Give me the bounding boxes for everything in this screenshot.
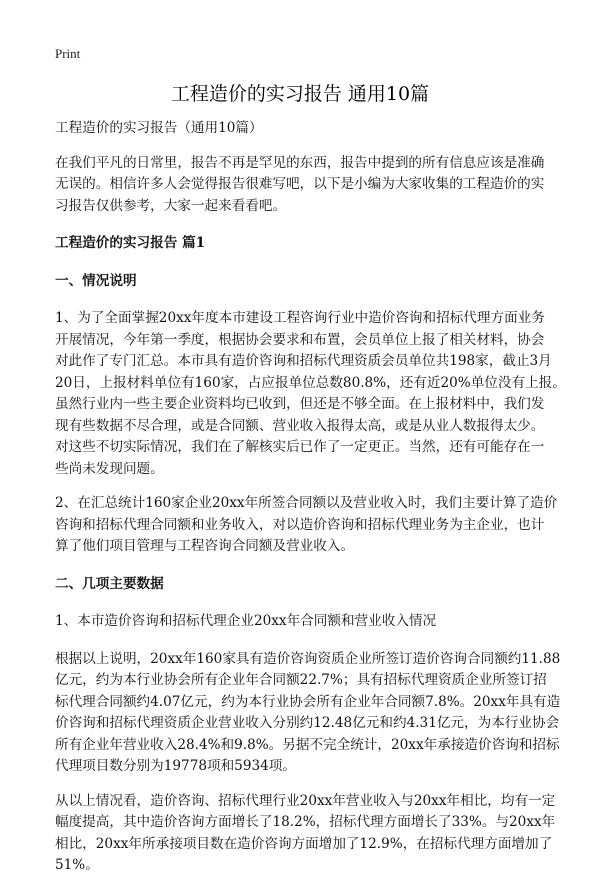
paragraph-5 xyxy=(55,791,556,877)
paragraph-4 xyxy=(55,649,561,778)
text-line: 1、本市造价咨询和招标代理企业20xx年合同额和营业收入情况 xyxy=(55,613,437,629)
text-line: 亿元，约为本行业协会所有企业年合同额22.7%；具有招标代理资质企业所签订招 xyxy=(55,672,547,688)
text-line: 对这些不切实际情况，我们在了解核实后已作了一定更正。当然，还有可能存在一 xyxy=(55,439,545,455)
section-title: 工程造价的实习报告 篇1 xyxy=(55,235,206,251)
text-line: 习报告仅供参考，大家一起来看看吧。 xyxy=(55,197,287,214)
intro-paragraph xyxy=(55,153,547,218)
text-line: 在我们平凡的日常里，报告不再是罕见的东西，报告中提到的所有信息应该是准确 xyxy=(55,154,545,171)
paragraph-1 xyxy=(55,308,566,480)
print-label: Print xyxy=(55,46,81,61)
heading-situation: 一、情况说明 xyxy=(55,272,137,289)
text-line: 些尚未发现问题。 xyxy=(55,460,164,477)
text-line: 咨询和招标代理合同额和业务收入，对以造价咨询和招标代理业务为主企业，也计 xyxy=(55,516,545,533)
text-line: 现有些数据不尽合理，或是合同额、营业收入报得太高，或是从业人数报得太少。 xyxy=(55,417,545,434)
text-line: 对此作了专门汇总。本市具有造价咨询和招标代理资质会员单位共198家，截止3月 xyxy=(55,353,552,369)
document-title: 工程造价的实习报告 通用10篇 xyxy=(170,83,430,105)
text-line: 幅度提高，其中造价咨询方面增长了18.2%，招标代理方面增长了33%。与20xx年 xyxy=(55,814,556,830)
text-line: 开展情况，今年第一季度，根据协会要求和布置，会员单位上报了相关材料，协会 xyxy=(55,331,545,348)
text-line: 标代理合同额约4.07亿元，约为本行业协会所有企业年合同额7.8%。20xx年具有造 xyxy=(55,693,561,710)
text-line: 51%。 xyxy=(55,857,99,873)
paragraph-2 xyxy=(55,493,558,558)
text-line: 所有企业年营业收入28.4%和9.8%。另据不完全统计，20xx年承接造价咨询和招标 xyxy=(55,736,560,753)
text-line: 无误的。相信许多人会觉得报告很难写吧，以下是小编为大家收集的工程造价的实 xyxy=(55,176,545,192)
paragraph-3 xyxy=(55,611,547,633)
heading-key-data: 二、几项主要数据 xyxy=(55,575,164,592)
text-line: 代理项目数分别为19778项和5934项。 xyxy=(55,758,296,774)
document-body xyxy=(55,118,566,877)
text-line: 1、为了全面掌握20xx年度本市建设工程咨询行业中造价咨询和招标代理方面业务 xyxy=(55,310,545,326)
text-line: 根据以上说明，20xx年160家具有造价咨询资质企业所签订造价咨询合同额约11.88 xyxy=(55,650,561,667)
text-line: 价咨询和招标代理资质企业营业收入分别约12.48亿元和约4.31亿元，为本行业协会 xyxy=(55,715,560,731)
text-line: 从以上情况看，造价咨询、招标代理行业20xx年营业收入与20xx年相比，均有一定 xyxy=(55,792,556,809)
text-line: 2、在汇总统计160家企业20xx年所签合同额以及营业收入时，我们主要计算了造价 xyxy=(55,495,558,511)
text-line: 相比，20xx年所承接项目数在造价咨询方面增加了12.9%，在招标代理方面增加了 xyxy=(55,835,553,852)
subtitle xyxy=(55,118,547,140)
text-line: 虽然行业内一些主要企业资料均已收到，但还是不够全面。在上报材料中，我们发 xyxy=(55,396,545,412)
text-line: 20日，上报材料单位有160家，占应报单位总数80.8%，还有近20%单位没有上报。 xyxy=(55,374,566,391)
subtitle-line: 工程造价的实习报告（通用10篇） xyxy=(55,120,263,136)
text-line: 算了他们项目管理与工程咨询合同额及营业收入。 xyxy=(55,538,355,554)
